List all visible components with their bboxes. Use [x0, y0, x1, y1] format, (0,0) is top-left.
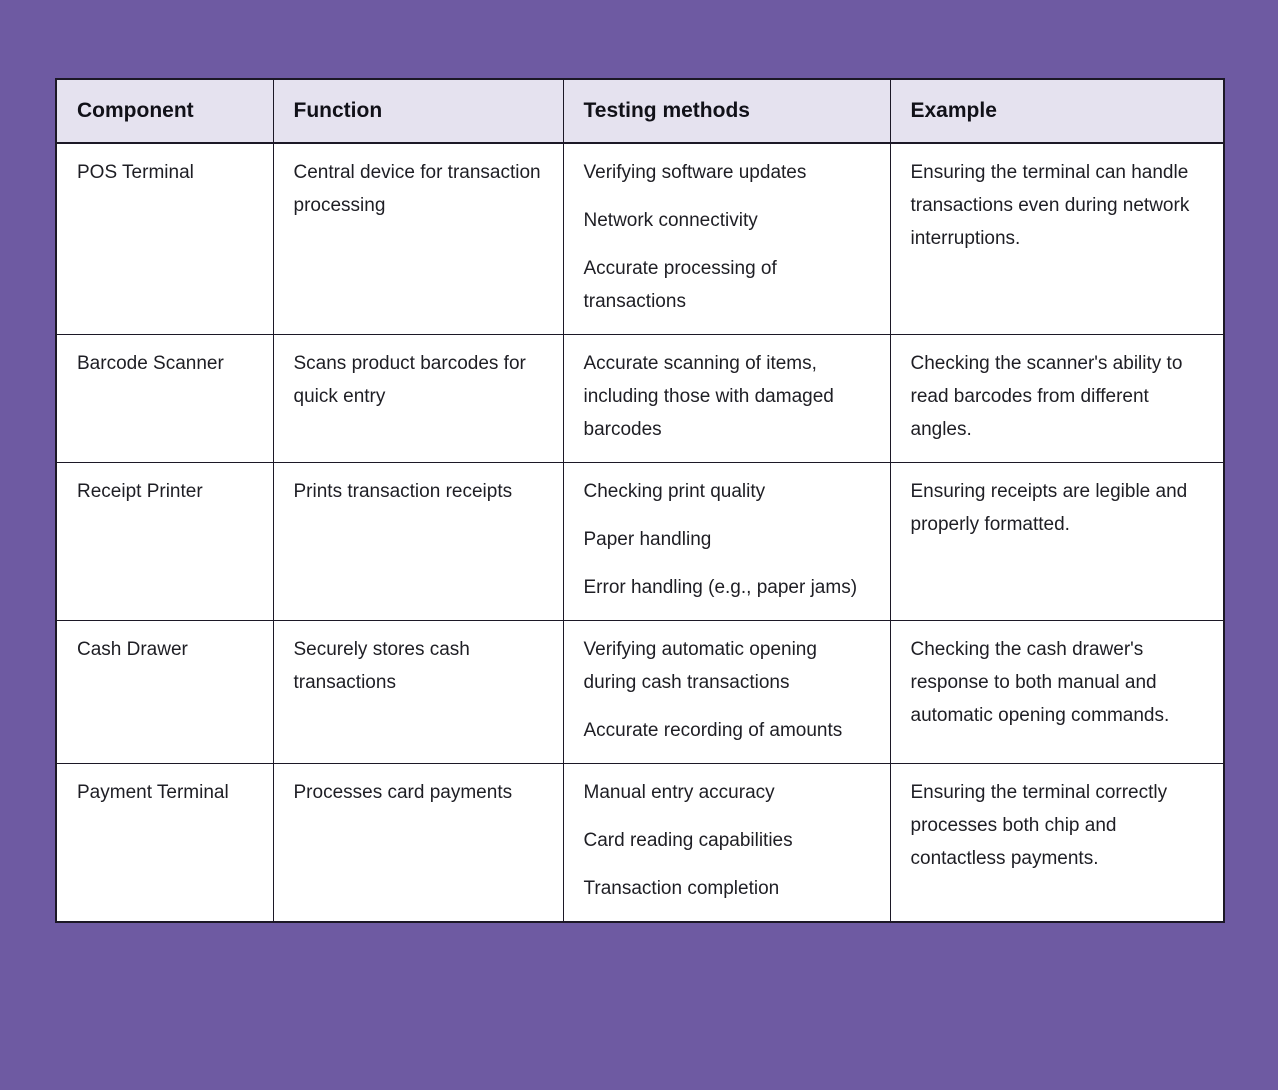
pos-components-table [55, 78, 1225, 923]
cell-paragraph: Ensuring the terminal correctly processes both chip and contactless payments. [910, 782, 1168, 869]
cell-paragraph: Ensuring the terminal can handle transactions even during network interruptions. [910, 162, 1190, 249]
table-row [56, 335, 1224, 463]
table-header [56, 79, 1224, 143]
pos-components-table-container [55, 78, 1225, 923]
cell-paragraph: Scans product barcodes for quick entry [293, 353, 526, 407]
cell-paragraph: Payment Terminal [77, 782, 229, 803]
cell-paragraph: Network connectivity [583, 210, 758, 231]
cell-paragraph: Transaction completion [583, 878, 780, 899]
cell-paragraph: Checking the cash drawer's response to both manual and automatic opening commands. [910, 639, 1170, 726]
table-cell-component [56, 143, 273, 335]
table-cell-component [56, 764, 273, 923]
table-cell-testing-methods [563, 463, 890, 621]
header-row [56, 79, 1224, 143]
column-header-function: Function [273, 79, 563, 143]
table-cell-testing-methods [563, 764, 890, 923]
table-cell-function [273, 764, 563, 923]
cell-paragraph: Checking print quality [583, 481, 766, 502]
cell-paragraph: Manual entry accuracy [583, 782, 775, 803]
table-cell-testing-methods [563, 335, 890, 463]
table-cell-testing-methods [563, 143, 890, 335]
cell-paragraph: Checking the scanner's ability to read barcodes from different angles. [910, 353, 1183, 440]
cell-paragraph: Accurate scanning of items, including those with damaged barcodes [583, 353, 834, 440]
table-cell-function [273, 463, 563, 621]
cell-paragraph: Receipt Printer [77, 481, 203, 502]
table-cell-example [890, 335, 1224, 463]
cell-paragraph: Prints transaction receipts [293, 481, 513, 502]
table-cell-component [56, 463, 273, 621]
column-header-testing-methods: Testing methods [563, 79, 890, 143]
cell-paragraph: Barcode Scanner [77, 353, 224, 374]
cell-paragraph: Verifying automatic opening during cash transactions [583, 639, 817, 693]
table-row [56, 764, 1224, 923]
table-cell-example [890, 143, 1224, 335]
cell-paragraph: Verifying software updates [583, 162, 807, 183]
table-cell-function [273, 143, 563, 335]
cell-paragraph: POS Terminal [77, 162, 194, 183]
cell-paragraph: Accurate recording of amounts [583, 720, 843, 741]
column-header-component: Component [56, 79, 273, 143]
cell-paragraph: Ensuring receipts are legible and properly formatted. [910, 481, 1188, 535]
cell-paragraph: Processes card payments [293, 782, 513, 803]
cell-paragraph: Central device for transaction processing [293, 162, 541, 216]
table-cell-example [890, 764, 1224, 923]
table-cell-component [56, 621, 273, 764]
table-cell-testing-methods [563, 621, 890, 764]
table-cell-function [273, 621, 563, 764]
cell-paragraph: Cash Drawer [77, 639, 188, 660]
column-header-example: Example [890, 79, 1224, 143]
cell-paragraph: Error handling (e.g., paper jams) [583, 577, 858, 598]
cell-paragraph: Accurate processing of transactions [583, 258, 777, 312]
table-row [56, 621, 1224, 764]
table-row [56, 463, 1224, 621]
table-row [56, 143, 1224, 335]
cell-paragraph: Paper handling [583, 529, 712, 550]
cell-paragraph: Securely stores cash transactions [293, 639, 470, 693]
table-cell-function [273, 335, 563, 463]
table-cell-component [56, 335, 273, 463]
cell-paragraph: Card reading capabilities [583, 830, 793, 851]
table-cell-example [890, 463, 1224, 621]
table-body [56, 143, 1224, 922]
table-cell-example [890, 621, 1224, 764]
